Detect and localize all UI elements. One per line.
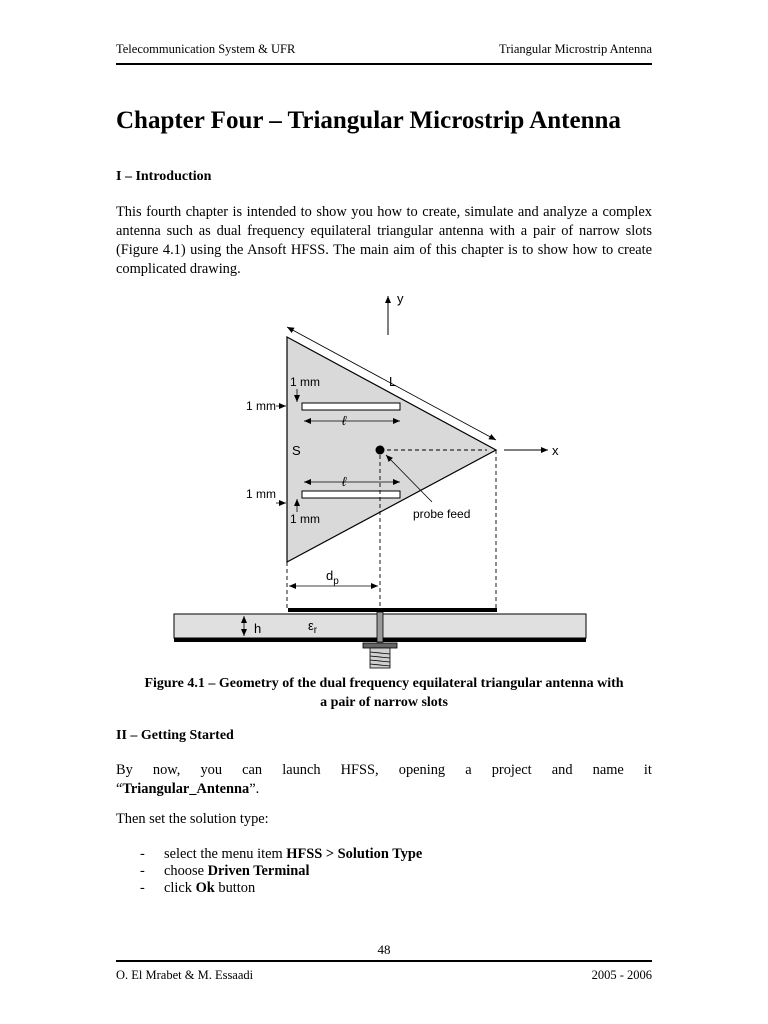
upper-slot-width-label: 1 mm: [246, 399, 276, 413]
list-item: - select the menu item HFSS > Solution Type: [140, 846, 422, 863]
getting-started-heading: II – Getting Started: [116, 728, 234, 743]
upper-slot: [302, 403, 400, 410]
header-left: Telecommunication System & UFR: [116, 42, 296, 56]
getting-started-line1: By now, you can launch HFSS, opening a project and name it: [116, 762, 652, 778]
getting-started-line2: “Triangular_Antenna”.: [116, 781, 260, 797]
antenna-geometry-figure: [116, 285, 596, 670]
figure-caption-line2: a pair of narrow slots: [320, 695, 448, 710]
probe-feed-label: probe feed: [413, 507, 471, 521]
lower-slot-length-label: ℓ: [342, 474, 347, 489]
footer-rule: [116, 960, 652, 962]
page-number: 48: [377, 942, 391, 957]
footer-left: O. El Mrabet & M. Essaadi: [116, 968, 254, 982]
footer-right: 2005 - 2006: [591, 968, 652, 982]
slot-spacing-label: S: [292, 443, 301, 458]
x-axis-label: x: [552, 443, 559, 458]
patch-conductor-side-view: [288, 608, 497, 612]
upper-slot-offset-label: 1 mm: [290, 375, 320, 389]
lower-slot: [302, 491, 400, 498]
y-axis-label: y: [397, 291, 404, 306]
figure-caption: [116, 674, 652, 712]
figure-caption-line1: Figure 4.1 – Geometry of the dual frequency equilateral triangular antenna with: [144, 676, 624, 691]
header-rule: [116, 63, 652, 65]
substrate-height-label: h: [254, 621, 262, 636]
getting-started-paragraph: [116, 761, 652, 799]
list-item: - click Ok button: [140, 880, 422, 897]
lower-slot-offset-label: 1 mm: [290, 512, 320, 526]
upper-slot-length-label: ℓ: [342, 413, 347, 428]
chapter-title: Chapter Four – Triangular Microstrip Antenna: [116, 107, 621, 134]
solution-type-intro: Then set the solution type:: [116, 811, 269, 827]
intro-paragraph: This fourth chapter is intended to show you how to create, simulate and analyze a complex antenna such as dual frequency equilateral triangular antenna with a pair of narrow slots (Figure 4.1) using the Ansoft HFSS. The main aim of this chapter is to show how to create complicated drawing.: [116, 204, 652, 277]
solution-type-steps: [140, 846, 422, 897]
project-name: Triangular_Antenna: [122, 781, 250, 797]
list-item: - choose Driven Terminal: [140, 863, 422, 880]
header-right: Triangular Microstrip Antenna: [499, 42, 652, 56]
feed-distance-label: $d_p$: [326, 568, 339, 587]
lower-slot-width-label: 1 mm: [246, 487, 276, 501]
permittivity-label: $\varepsilon_r$: [308, 618, 318, 636]
intro-heading: I – Introduction: [116, 169, 212, 184]
probe-pin: [377, 612, 383, 642]
side-length-label: L: [389, 374, 397, 389]
connector-flange: [363, 643, 397, 648]
